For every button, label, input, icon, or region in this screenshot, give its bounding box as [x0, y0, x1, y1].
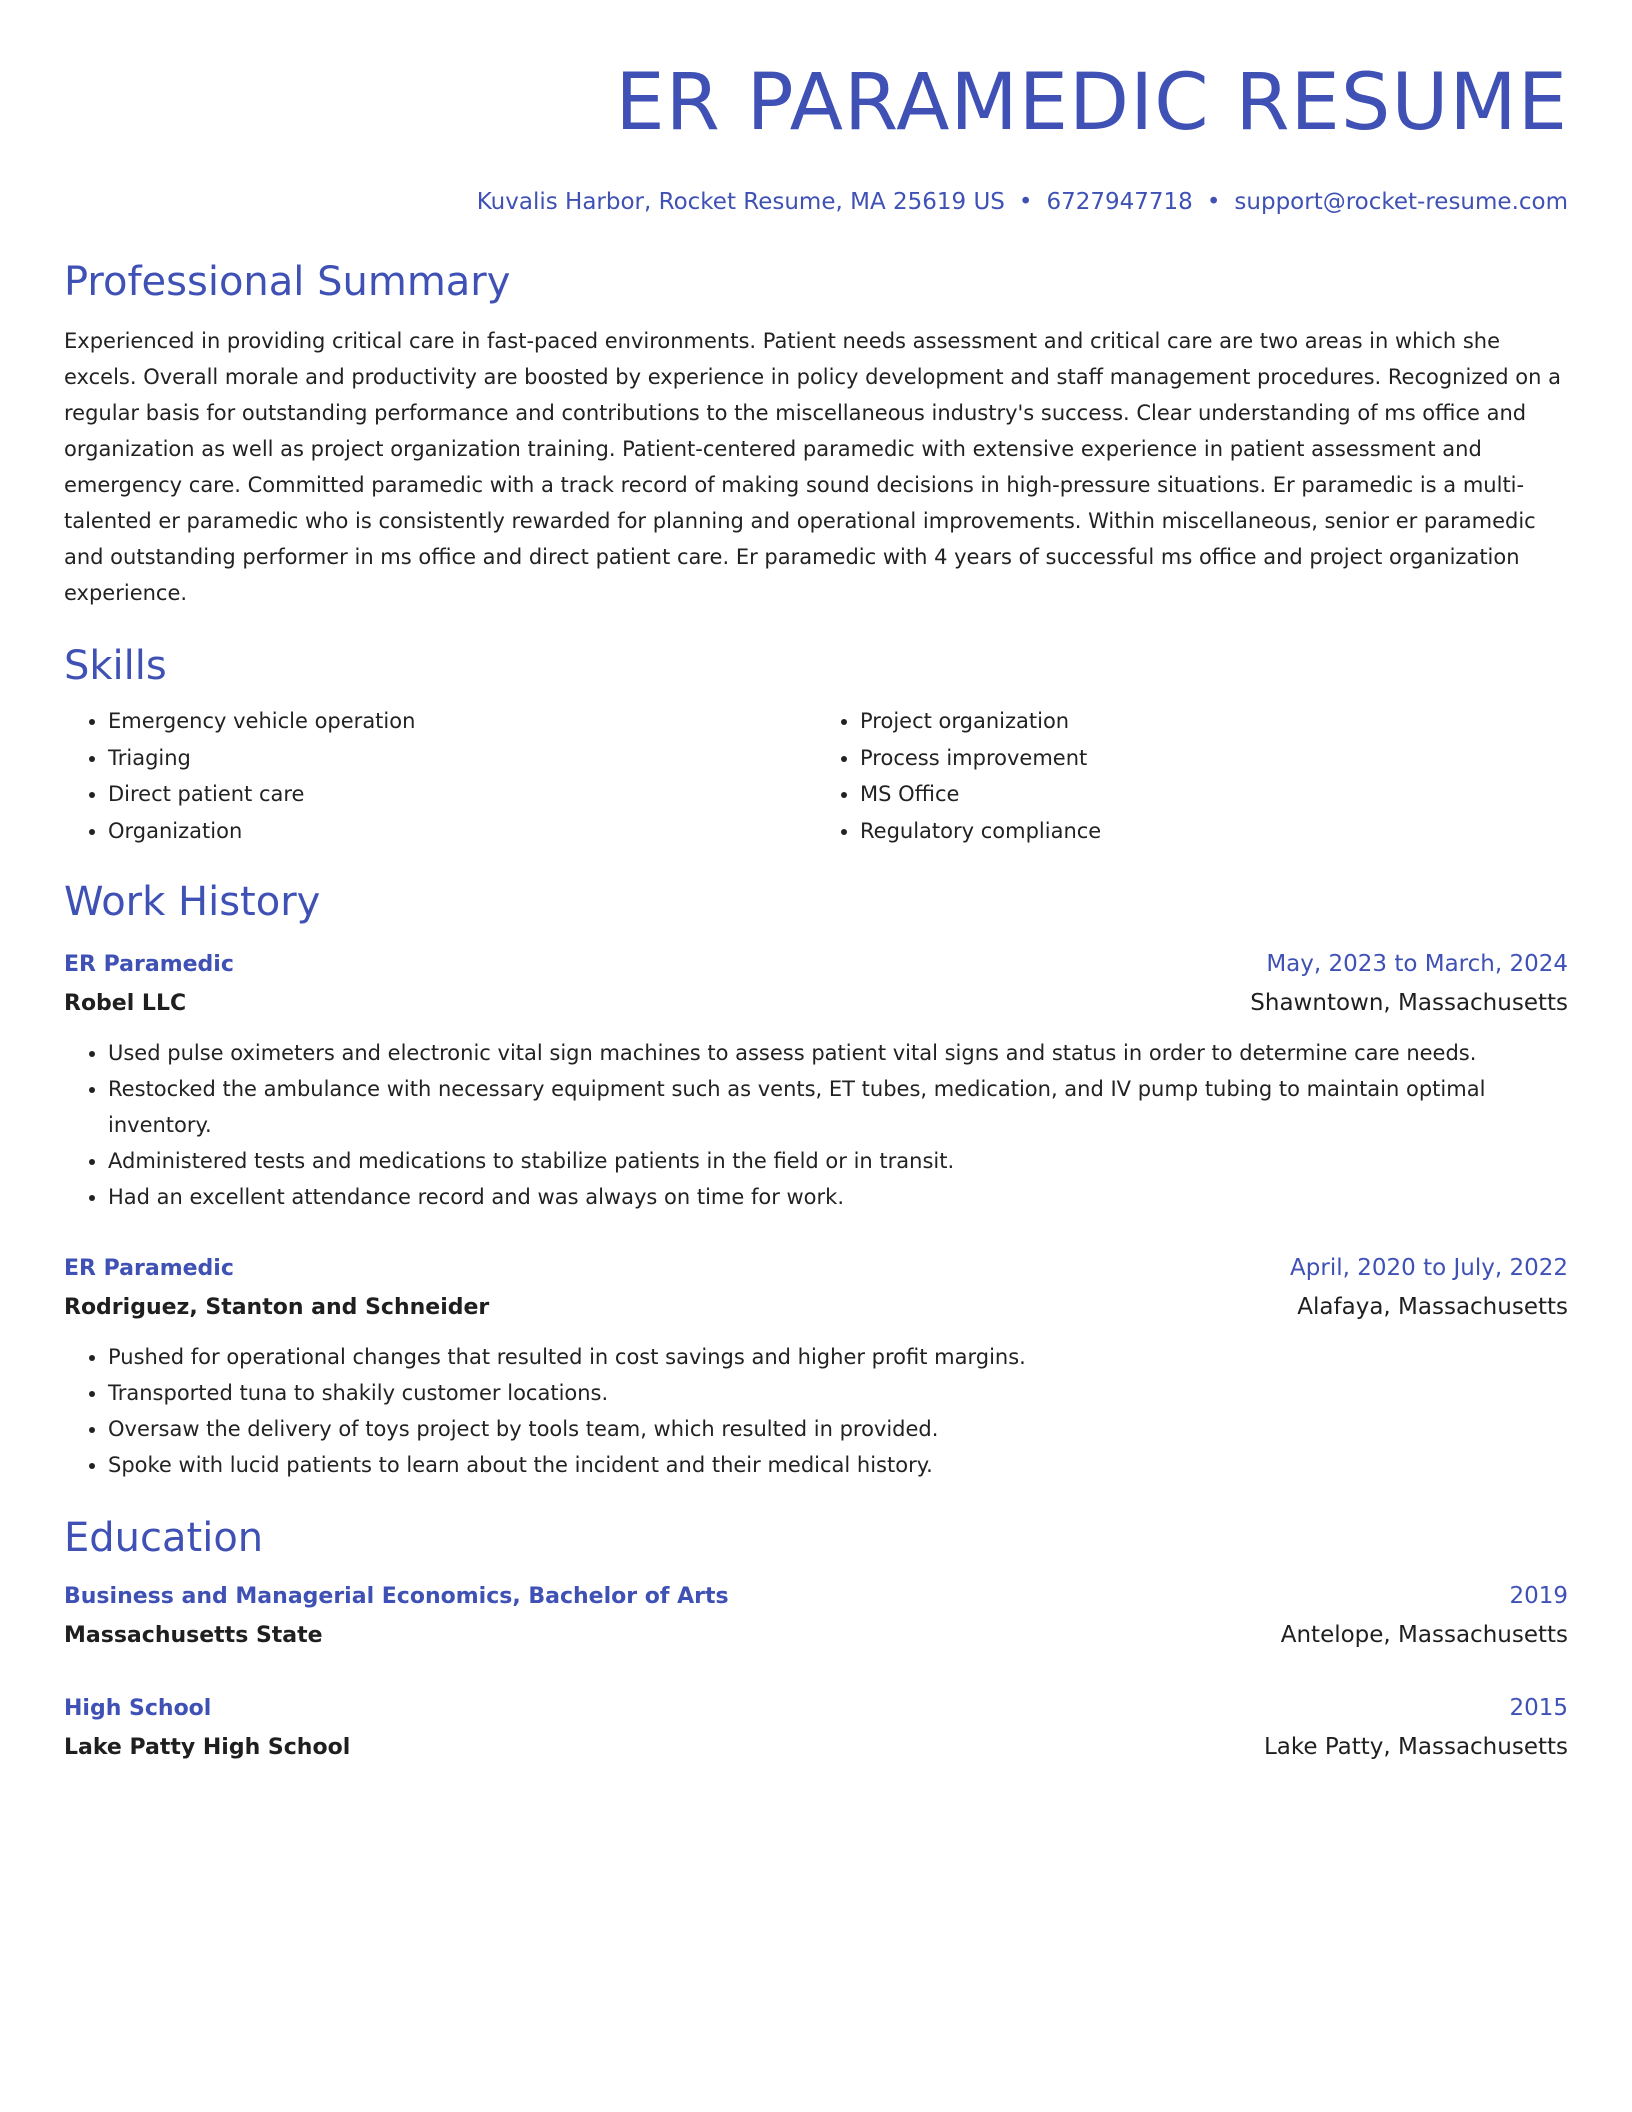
- summary-text: Experienced in providing critical care in fast-paced environments. Patient needs assessment and critical care are two areas in which she excels. Overall morale and productivity are boosted by experience in policy development and staff management procedures. Recognized on a regular basis for outstanding performance and contributions to the miscellaneous industry's success. Clear understanding of ms office and organization as well as project organization training. Patient-centered paramedic with extensive experience in patient assessment and emergency care. Committed paramedic with a track record of making sound decisions in high-pressure situations. Er paramedic is a multi-talented er paramedic who is consistently rewarded for planning and operational improvements. Within miscellaneous, senior er paramedic and outstanding performer in ms office and direct patient care. Er paramedic with 4 years of successful ms office and project organization experience.: [64, 329, 1561, 605]
- skill-item: • Organization: [108, 813, 816, 850]
- job-company: Rodriguez, Stanton and Schneider: [64, 1295, 490, 1320]
- job-bullet: • Administered tests and medications to stabilize patients in the field or in transit.: [108, 1143, 1568, 1179]
- skills-section: [64, 641, 1568, 849]
- job-bullets: [64, 1035, 1568, 1215]
- education-entry: [64, 1689, 1568, 1767]
- job-entry: [64, 1249, 1568, 1483]
- job-dates: April, 2020 to July, 2022: [1290, 1255, 1568, 1281]
- education-heading: Education: [64, 1515, 264, 1561]
- education-entry: [64, 1577, 1568, 1655]
- job-bullet: • Pushed for operational changes that resulted in cost savings and higher profit margins.: [108, 1339, 1568, 1375]
- job-role: ER Paramedic: [64, 952, 234, 977]
- education-year: 2015: [1509, 1695, 1568, 1721]
- skill-item: • Direct patient care: [108, 776, 816, 813]
- contact-phone: 6727947718: [1046, 189, 1193, 215]
- education-school: Massachusetts State: [64, 1623, 323, 1648]
- job-location: Alafaya, Massachusetts: [1297, 1294, 1568, 1320]
- job-bullet: • Used pulse oximeters and electronic vital sign machines to assess patient vital signs and status in order to determine care needs.: [108, 1035, 1568, 1071]
- skills-list-right: [816, 703, 1568, 849]
- work-history-section: [64, 877, 1568, 1483]
- education-school-row: [64, 1728, 1568, 1767]
- contact-separator: •: [1018, 189, 1033, 215]
- contact-separator: •: [1206, 189, 1221, 215]
- summary-section: [64, 257, 1568, 611]
- resume-title: ER PARAMEDIC RESUME: [615, 58, 1568, 148]
- job-dates: May, 2023 to March, 2024: [1266, 951, 1568, 977]
- job-bullet: • Spoke with lucid patients to learn about the incident and their medical history.: [108, 1447, 1568, 1483]
- contact-email: support@rocket-resume.com: [1234, 189, 1568, 215]
- skill-item: • Process improvement: [860, 740, 1568, 777]
- job-company-row: [64, 984, 1568, 1023]
- job-bullet: • Oversaw the delivery of toys project by tools team, which resulted in provided.: [108, 1411, 1568, 1447]
- job-role: ER Paramedic: [64, 1256, 234, 1281]
- job-location: Shawntown, Massachusetts: [1250, 990, 1568, 1016]
- skill-item: • Regulatory compliance: [860, 813, 1568, 850]
- education-section: [64, 1513, 1568, 1767]
- job-bullet: • Restocked the ambulance with necessary equipment such as vents, ET tubes, medication, and IV pump tubing to maintain optimal inventory.: [108, 1071, 1568, 1143]
- job-entry: [64, 945, 1568, 1215]
- education-header-row: [64, 1577, 1568, 1616]
- contact-address: Kuvalis Harbor, Rocket Resume, MA 25619 US: [476, 189, 1005, 215]
- skill-item: • Project organization: [860, 703, 1568, 740]
- contact-line: [64, 187, 1568, 217]
- resume-header: [64, 0, 1568, 217]
- education-year: 2019: [1509, 1583, 1568, 1609]
- education-degree: High School: [64, 1696, 212, 1721]
- skill-item: • Emergency vehicle operation: [108, 703, 816, 740]
- skill-item: • Triaging: [108, 740, 816, 777]
- job-bullets: [64, 1339, 1568, 1483]
- education-school-row: [64, 1616, 1568, 1655]
- job-bullet: • Transported tuna to shakily customer locations.: [108, 1375, 1568, 1411]
- skills-heading: Skills: [64, 643, 167, 689]
- work-history-heading: Work History: [64, 879, 321, 925]
- job-company-row: [64, 1288, 1568, 1327]
- summary-heading: Professional Summary: [64, 259, 511, 305]
- skill-item: • MS Office: [860, 776, 1568, 813]
- job-header-row: [64, 1249, 1568, 1288]
- skills-list-left: [64, 703, 816, 849]
- education-location: Lake Patty, Massachusetts: [1263, 1734, 1568, 1760]
- job-header-row: [64, 945, 1568, 984]
- education-location: Antelope, Massachusetts: [1280, 1622, 1568, 1648]
- education-degree: Business and Managerial Economics, Bachelor of Arts: [64, 1584, 729, 1609]
- job-company: Robel LLC: [64, 991, 187, 1016]
- job-bullet: • Had an excellent attendance record and was always on time for work.: [108, 1179, 1568, 1215]
- education-school: Lake Patty High School: [64, 1735, 351, 1760]
- education-header-row: [64, 1689, 1568, 1728]
- skills-columns: [64, 703, 1568, 849]
